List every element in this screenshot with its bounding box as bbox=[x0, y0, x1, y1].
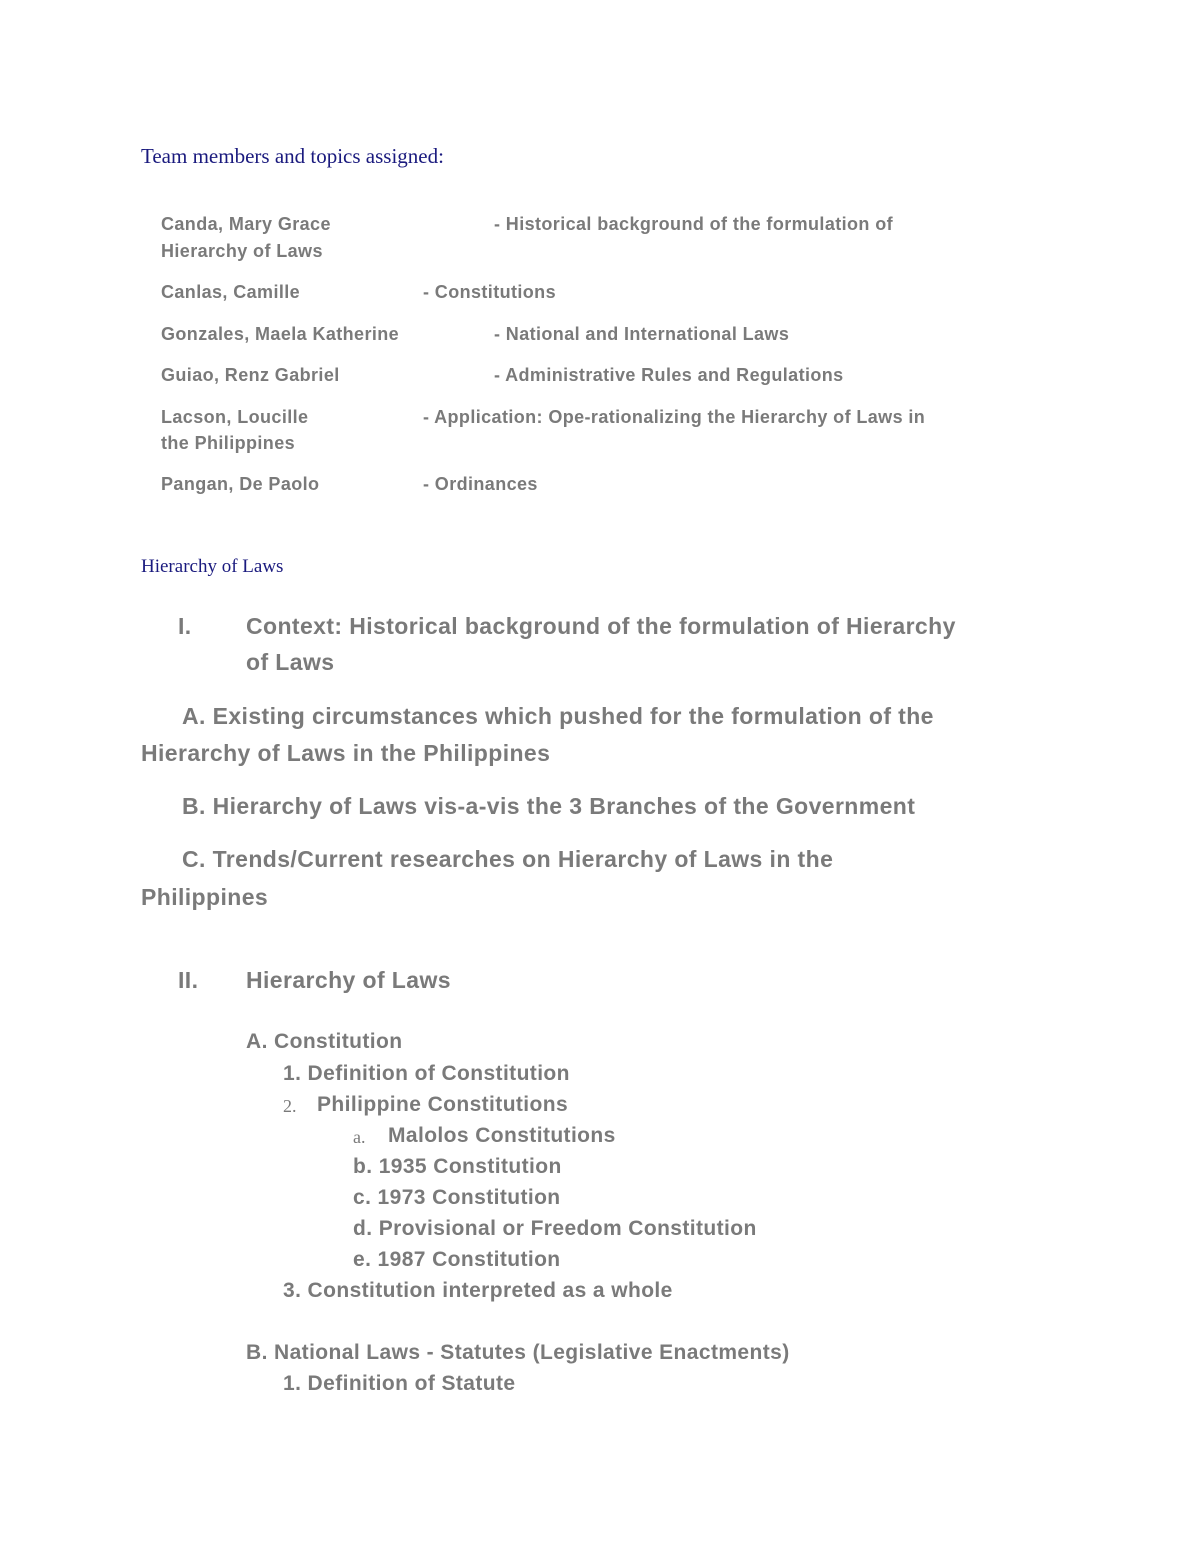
member-name: Canlas, Camille bbox=[161, 282, 301, 302]
member-topic: - Application: Ope-rationalizing the Hierarchy of Laws in bbox=[423, 407, 926, 427]
outline-subitem: 3. Constitution interpreted as a whole bbox=[283, 1279, 673, 1302]
outline-item: A. Existing circumstances which pushed for the formulation of the bbox=[182, 703, 934, 729]
team-title: Team members and topics assigned: bbox=[141, 144, 444, 168]
member-topic: - National and International Laws bbox=[494, 324, 790, 344]
outline-subitem: Philippine Constitutions bbox=[317, 1093, 569, 1116]
member-name: Gonzales, Maela Katherine bbox=[161, 324, 400, 344]
member-name: Canda, Mary Grace bbox=[161, 214, 331, 234]
outline-numeral: II. bbox=[178, 967, 199, 993]
member-topic: - Historical background of the formulation of bbox=[494, 214, 894, 234]
outline-subitem: 1. Definition of Statute bbox=[283, 1372, 516, 1395]
outline-item: B. Hierarchy of Laws vis-a-vis the 3 Branches of the Government bbox=[182, 793, 916, 819]
outline-item: B. National Laws - Statutes (Legislative Enactments) bbox=[246, 1341, 790, 1364]
member-name: Pangan, De Paolo bbox=[161, 474, 320, 494]
outline-subsubitem: b. 1935 Constitution bbox=[353, 1155, 562, 1178]
member-name: Lacson, Loucille bbox=[161, 407, 309, 427]
outline-item: C. Trends/Current researches on Hierarchy of Laws in the bbox=[182, 846, 834, 872]
outline-subsubitem: c. 1973 Constitution bbox=[353, 1186, 561, 1209]
section-heading: Hierarchy of Laws bbox=[141, 556, 284, 577]
outline-title: Context: Historical background of the formulation of Hierarchy bbox=[246, 613, 956, 639]
outline-subitem-number: 2. bbox=[283, 1096, 297, 1116]
outline-subsubitem-letter: a. bbox=[353, 1127, 366, 1147]
outline-subsubitem: d. Provisional or Freedom Constitution bbox=[353, 1217, 757, 1240]
member-topic: - Ordinances bbox=[423, 474, 538, 494]
outline-item: A. Constitution bbox=[246, 1030, 403, 1053]
member-topic: - Constitutions bbox=[423, 282, 556, 302]
outline-item-continued: Philippines bbox=[141, 884, 269, 910]
member-topic-continued: Hierarchy of Laws bbox=[161, 241, 323, 261]
outline-subsubitem: Malolos Constitutions bbox=[388, 1124, 616, 1147]
outline-subitem: 1. Definition of Constitution bbox=[283, 1062, 570, 1085]
member-name: Guiao, Renz Gabriel bbox=[161, 365, 340, 385]
outline-title-continued: of Laws bbox=[246, 649, 335, 675]
member-topic-continued: the Philippines bbox=[161, 433, 296, 453]
outline-title: Hierarchy of Laws bbox=[246, 967, 451, 993]
outline-subsubitem: e. 1987 Constitution bbox=[353, 1248, 561, 1271]
outline-numeral: I. bbox=[178, 613, 192, 639]
outline-item-continued: Hierarchy of Laws in the Philippines bbox=[141, 740, 551, 766]
member-topic: - Administrative Rules and Regulations bbox=[494, 365, 844, 385]
